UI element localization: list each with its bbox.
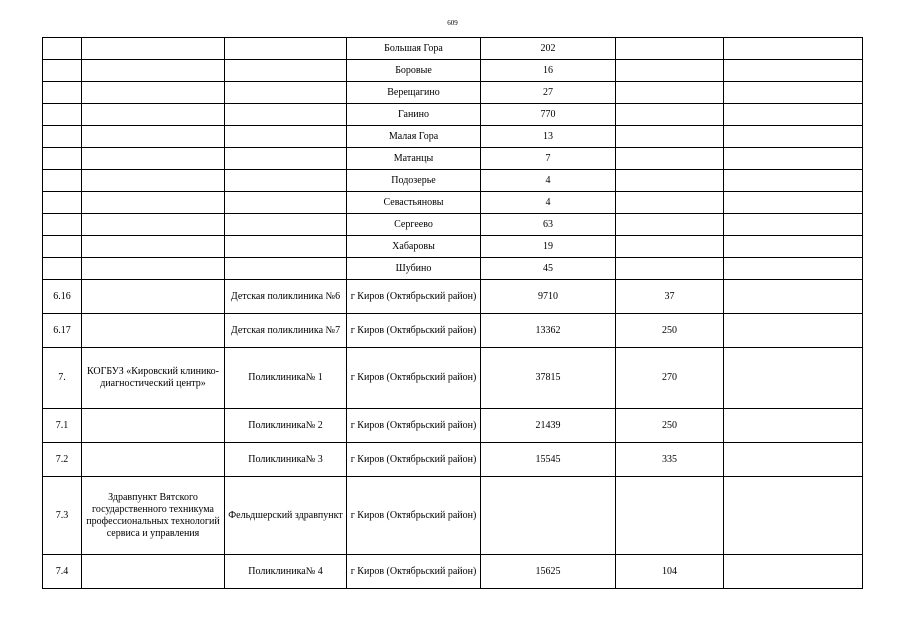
location-cell: г Киров (Октябрьский район) <box>347 280 481 314</box>
table-row <box>43 280 863 314</box>
organization-cell <box>82 192 225 214</box>
facility-cell <box>225 82 347 104</box>
organization-cell: Здравпункт Вятского государственного техникума профессиональных технологий сервиса и управления <box>82 477 225 555</box>
organization-cell <box>82 170 225 192</box>
location-cell: г Киров (Октябрьский район) <box>347 555 481 589</box>
organization-cell <box>82 104 225 126</box>
settlement-cell: Верещагино <box>347 82 481 104</box>
note-cell <box>724 348 863 409</box>
row-number-cell <box>43 236 82 258</box>
settlement-cell: Сергеево <box>347 214 481 236</box>
facility-cell: Поликлиника№ 1 <box>225 348 347 409</box>
table-row <box>43 214 863 236</box>
population-cell: 13362 <box>481 314 616 348</box>
facility-cell <box>225 148 347 170</box>
organization-cell <box>82 314 225 348</box>
facility-cell <box>225 38 347 60</box>
row-number-cell <box>43 38 82 60</box>
facility-cell: Поликлиника№ 2 <box>225 409 347 443</box>
settlement-cell: Ганино <box>347 104 481 126</box>
facilities-table <box>42 37 863 589</box>
capacity-cell <box>616 236 724 258</box>
facility-cell <box>225 258 347 280</box>
row-number-cell: 7.3 <box>43 477 82 555</box>
table-row <box>43 409 863 443</box>
facility-cell: Поликлиника№ 3 <box>225 443 347 477</box>
population-cell: 9710 <box>481 280 616 314</box>
settlement-cell: Шубино <box>347 258 481 280</box>
organization-cell <box>82 280 225 314</box>
note-cell <box>724 82 863 104</box>
row-number-cell: 6.17 <box>43 314 82 348</box>
organization-cell <box>82 126 225 148</box>
page-number: 609 <box>447 19 458 27</box>
table-row <box>43 236 863 258</box>
location-cell: г Киров (Октябрьский район) <box>347 477 481 555</box>
facility-cell <box>225 170 347 192</box>
population-cell: 15625 <box>481 555 616 589</box>
population-cell: 19 <box>481 236 616 258</box>
row-number-cell <box>43 258 82 280</box>
settlement-cell: Большая Гора <box>347 38 481 60</box>
capacity-cell <box>616 82 724 104</box>
population-cell: 4 <box>481 192 616 214</box>
row-number-cell: 7. <box>43 348 82 409</box>
population-cell: 27 <box>481 82 616 104</box>
settlement-cell: Боровые <box>347 60 481 82</box>
organization-cell <box>82 409 225 443</box>
capacity-cell <box>616 60 724 82</box>
note-cell <box>724 60 863 82</box>
note-cell <box>724 477 863 555</box>
note-cell <box>724 104 863 126</box>
facility-cell <box>225 192 347 214</box>
note-cell <box>724 38 863 60</box>
capacity-cell <box>616 192 724 214</box>
facility-cell <box>225 236 347 258</box>
capacity-cell <box>616 126 724 148</box>
note-cell <box>724 409 863 443</box>
capacity-cell <box>616 214 724 236</box>
note-cell <box>724 214 863 236</box>
row-number-cell <box>43 148 82 170</box>
row-number-cell: 6.16 <box>43 280 82 314</box>
population-cell: 21439 <box>481 409 616 443</box>
organization-cell <box>82 214 225 236</box>
note-cell <box>724 170 863 192</box>
settlement-cell: Хабаровы <box>347 236 481 258</box>
table-row <box>43 348 863 409</box>
table-row <box>43 192 863 214</box>
organization-cell <box>82 60 225 82</box>
population-cell: 7 <box>481 148 616 170</box>
capacity-cell <box>616 38 724 60</box>
table-row <box>43 148 863 170</box>
table-row <box>43 477 863 555</box>
location-cell: г Киров (Октябрьский район) <box>347 409 481 443</box>
capacity-cell <box>616 170 724 192</box>
table-row <box>43 60 863 82</box>
note-cell <box>724 280 863 314</box>
capacity-cell: 250 <box>616 314 724 348</box>
table-row <box>43 38 863 60</box>
population-cell: 4 <box>481 170 616 192</box>
population-cell: 63 <box>481 214 616 236</box>
row-number-cell <box>43 192 82 214</box>
note-cell <box>724 126 863 148</box>
note-cell <box>724 148 863 170</box>
table-row <box>43 104 863 126</box>
row-number-cell <box>43 60 82 82</box>
row-number-cell <box>43 126 82 148</box>
row-number-cell <box>43 82 82 104</box>
table-row <box>43 314 863 348</box>
settlement-cell: Малая Гора <box>347 126 481 148</box>
note-cell <box>724 236 863 258</box>
row-number-cell: 7.4 <box>43 555 82 589</box>
organization-cell <box>82 258 225 280</box>
location-cell: г Киров (Октябрьский район) <box>347 348 481 409</box>
population-cell: 770 <box>481 104 616 126</box>
row-number-cell: 7.1 <box>43 409 82 443</box>
capacity-cell <box>616 148 724 170</box>
capacity-cell: 37 <box>616 280 724 314</box>
capacity-cell: 250 <box>616 409 724 443</box>
facility-cell <box>225 104 347 126</box>
organization-cell <box>82 443 225 477</box>
organization-cell <box>82 38 225 60</box>
capacity-cell <box>616 477 724 555</box>
note-cell <box>724 555 863 589</box>
row-number-cell <box>43 214 82 236</box>
table-body <box>43 38 863 589</box>
facility-cell <box>225 60 347 82</box>
row-number-cell <box>43 104 82 126</box>
table-row <box>43 443 863 477</box>
capacity-cell: 335 <box>616 443 724 477</box>
note-cell <box>724 443 863 477</box>
facility-cell: Детская поликлиника №6 <box>225 280 347 314</box>
capacity-cell: 270 <box>616 348 724 409</box>
facility-cell <box>225 126 347 148</box>
population-cell: 37815 <box>481 348 616 409</box>
facility-cell: Детская поликлиника №7 <box>225 314 347 348</box>
table-row <box>43 82 863 104</box>
organization-cell <box>82 82 225 104</box>
row-number-cell <box>43 170 82 192</box>
location-cell: г Киров (Октябрьский район) <box>347 443 481 477</box>
population-cell <box>481 477 616 555</box>
organization-cell <box>82 236 225 258</box>
settlement-cell: Севастьяновы <box>347 192 481 214</box>
facility-cell <box>225 214 347 236</box>
row-number-cell: 7.2 <box>43 443 82 477</box>
population-cell: 15545 <box>481 443 616 477</box>
population-cell: 13 <box>481 126 616 148</box>
facility-cell: Поликлиника№ 4 <box>225 555 347 589</box>
organization-cell: КОГБУЗ «Кировский клинико-диагностический центр» <box>82 348 225 409</box>
organization-cell <box>82 555 225 589</box>
facility-cell: Фельдшерский здравпункт <box>225 477 347 555</box>
settlement-cell: Подозерье <box>347 170 481 192</box>
note-cell <box>724 258 863 280</box>
table-row <box>43 170 863 192</box>
capacity-cell <box>616 258 724 280</box>
population-cell: 202 <box>481 38 616 60</box>
table-row <box>43 126 863 148</box>
location-cell: г Киров (Октябрьский район) <box>347 314 481 348</box>
population-cell: 16 <box>481 60 616 82</box>
table-row <box>43 555 863 589</box>
population-cell: 45 <box>481 258 616 280</box>
organization-cell <box>82 148 225 170</box>
note-cell <box>724 314 863 348</box>
capacity-cell: 104 <box>616 555 724 589</box>
settlement-cell: Матанцы <box>347 148 481 170</box>
capacity-cell <box>616 104 724 126</box>
note-cell <box>724 192 863 214</box>
table-row <box>43 258 863 280</box>
